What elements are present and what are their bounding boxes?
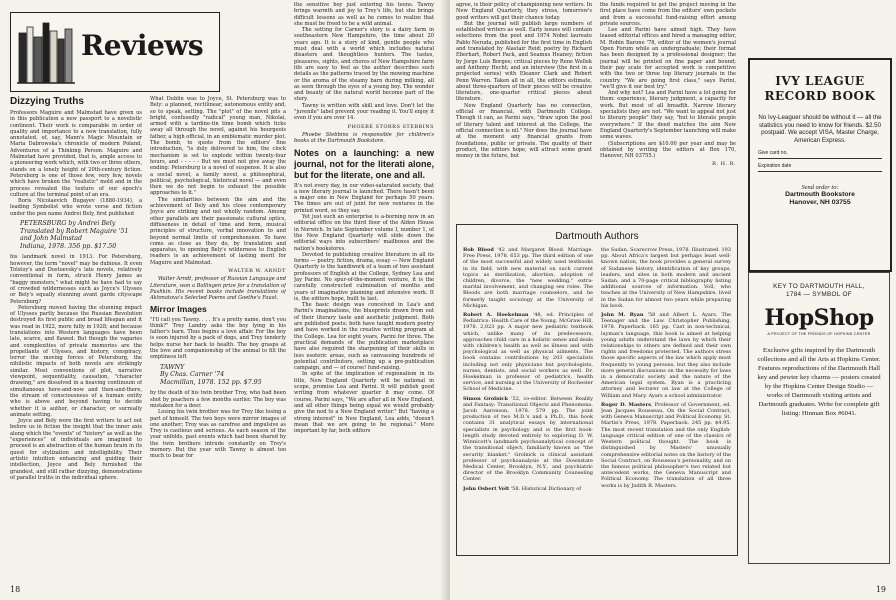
signature: PHOEBE STORRS STEBBINS (347, 123, 434, 130)
ad-title: IVY LEAGUE RECORD BOOK (764, 74, 876, 103)
author-entry (601, 312, 731, 399)
author-name: John M. Ryan (601, 312, 644, 319)
author-name: Robert A. Hoekelman (463, 312, 529, 319)
left-column-2 (150, 96, 286, 586)
hopshop-logo: HopShop (764, 304, 874, 331)
paragraph: Joyce and Bely were the first writers to act out before us in fiction the insight that the inner axis along which the "events" of "history" as well as the "experiences" of individuals are imagined to proceed is an abstraction of the human brain in its quest for stylization and intelligibility. Their artistic intuition enhancing and guiding their intellection, Joyce and Bely furnished the grandest, and still rather dizzying, demonstrations of parallel truths in the individual sphere. (10, 418, 142, 481)
author-entry-text: '58. Historical Dictionary of (510, 485, 582, 492)
ad-body: No Ivy-Leaguer should be without it — all the statistics you need to know for friends. $2.50 postpaid. We accept VISA, Master Charge, American Express. (758, 114, 882, 144)
project-line: A PROJECT OF THE FRIENDS OF HOPKINS CENTER (767, 331, 871, 336)
heading-mirror-images: Mirror Images (150, 303, 207, 314)
heading-notes-on-launching: Notes on a launching: a new journal, not for the literati alone, but for the literate, one and all. (294, 147, 434, 180)
book-translator-line: Translated by Robert Maguire '51 (20, 227, 129, 235)
expiration-date-field: Expiration date (758, 163, 882, 172)
paragraph: the sensitive boy just entering his teens. Tawny brings warmth and joy to Trey's life, but she brings difficult lessons as well as he comes to realize that she must be freed to be a wild animal. (294, 2, 434, 27)
book-translator-line: and John Malmstad (20, 235, 83, 243)
paragraph: Lee and Parini have aimed high. They have leased editorial offices and hired a managing editor, M. Robin Barone '78, editor of the women's journal Open Forum while an undergraduate; their format has been designed by a professional designer; the journal will be printed on fine paper and bound; their pay scale for accepted work is competitive with the two or three top literary journals in the country. "We are going first class," says Parini, "we'll give it our best try." (600, 27, 736, 90)
page-number-left: 18 (10, 585, 21, 594)
paragraph: It's not every day, in our video-saturated society, that a new literary journal is launched. There hasn't been a major one in New England for perhaps 50 years. The times are out of joint for new ventures in the printed word, so they say. (294, 182, 434, 214)
book-citation-petersburg (20, 220, 142, 250)
book-citation-tawny (160, 364, 286, 387)
right-page (450, 0, 896, 600)
card-number-field: Give card no. (758, 150, 882, 159)
author-entry (601, 402, 731, 489)
right-column-1 (456, 2, 592, 217)
signature: R. H. R. (712, 161, 736, 168)
paragraph: agree, is their policy of championing new writers. In New England Quarterly, they stress, tomorrow's good writers will get their chance today. (456, 2, 592, 21)
authors-column-right (601, 247, 731, 547)
left-column-1 (10, 96, 142, 586)
book-author-line: By Chas. Carner '74 (160, 371, 225, 379)
paragraph: But the journal will publish large numbers of established writers as well. Early issues will contain selections from the poet and 1974 Nobel laureate Pablo Neruda, published for the first time in English and translated by Alastair Reid; poetry by Richard Eberhart, Robert Pack, and Seamus Heaney; fiction by Jorge Luis Borges; critical pieces by Rene Wellek and Anthony Hecht; and an interview (the first in a projected series) with Eleanor Clark and Robert Penn Warren. Taken all in all, the editors estimate, about three-quarters of their pieces will be creative literature, one-quarter critical pieces about literature. (456, 20, 592, 103)
author-entry (463, 247, 593, 309)
ad-body: Exclusive gifts inspired by the Dartmouth collections and all the Arts at Hopkins Center. Features reproductions of the Dartmouth Hall key and pewter key charms — posters created by the Hopkins Center Design Studio — works of Dartmouth visiting artists and Dartmouth graduates. Write for complete gift listing: Hinman Box #6041. (757, 346, 881, 417)
paragraph: (Subscriptions are $10.00 per year and may be obtained by writing the editors at Box 170, Hanover, NH 03755.) (600, 140, 736, 160)
books-icon (17, 19, 75, 85)
address-line: Dartmouth Bookstore (785, 191, 855, 199)
signature: WALTER W. ARNDT (228, 268, 286, 275)
author-name: Roger D. Masters (601, 401, 651, 408)
heading-dizzying-truths: Dizzying Truths (10, 96, 84, 107)
author-entry (463, 486, 593, 492)
author-name: Simon Grolnick (463, 395, 509, 402)
section-title: Reviews (81, 29, 204, 62)
paragraph: The setting for Carner's story is a dairy farm in southeastern New Hampshire, the time about 20 years ago. It is a story of kind, gentle people who must deal with a world which includes natural disasters and thoughtless hunters. The tastes, pleasures, sights, and chores of New Hampshire farm life are easy to feel as the author describes such details as the patterns traced by the mowing machine or the aroma of the steamy barn during milking, all as seen through the eyes of a young boy. The wonder and beauty of the natural world become part of the story. (294, 27, 434, 103)
paragraph: New England Quarterly has no connection, official or financial, with Dartmouth College. Though it can, as Parini says, "draw upon the pool of literary talent and interest at the College, the official connection is nil." Nor does the journal have at the moment any financial grants from foundations, public or private. The quality of their product, the editors hope, will attract some grant money in the future, but (456, 102, 592, 160)
paragraph: Losing his twin brother was for Trey like losing a part of himself. The two boys were mirror images of one another; Troy was as carefree and impulsive as Trey is cautious and serious. As each season of the year unfolds, past events which had been shared by the twin brothers intrude constantly on Trey's memory. But the year with Tawny is almost too much to bear for (150, 409, 286, 460)
author-entry-text: '42 and Margaret Blood. Marriage. Free Press, 1978. 653 pp. The third edition of one of the most successful and widely used textbooks in its field, with new material on such current topics as sterilization, abortion, adoption of children, divorce, the "new wedding," extra-marital involvement, and changing sex roles. The Bloods are both marriage counselors, and he formerly taught sociology at the University of Michigan. (463, 247, 593, 309)
paragraph: Tawny is written with skill and love. Don't let the "juvenile" label prevent your reading it. You'll enjoy it even if you are over 14. (294, 102, 434, 122)
left-page (0, 0, 446, 600)
right-column-2 (600, 2, 736, 217)
address-line: Hanover, NH 03755 (789, 199, 851, 207)
author-entry-text: '58 and Albert L. Ayars. The Teenager and the Law. Christopher Publishing, 1978. Paperback. 165 pp. Cast in non-technical, layman's language, this book is aimed at helping young adults understand the laws by which their relationships to others are defined and their own rights and freedoms protected. The authors stress those specific aspects of the law which apply most frequently to young persons, but they also include more general discussions on the necessity for laws in a democratic society and the nature of the American legal system. Ryan is a practicing attorney and lecturer on law at the College of William and Mary. Ayars a school administrator. (601, 312, 731, 399)
paragraph: by the death of his twin brother Troy, who had been shot by poachers a few months earlier. The boy was mistaken for a deer. (150, 390, 286, 409)
paragraph: In spite of the implication of regionalism in its title, New England Quarterly will be national in scope, promise Lea and Parini. It will publish good writing from whatever quarter it may come. Of course, Parini says, "We are after all in New England, and all other things being equal we would probably give the nod to a New England writer." But "having a strong interest" in New England, Lea adds, "doesn't mean that we are going to be regional." More important by far, both editors (294, 371, 434, 435)
paragraph: Petersburg moved having the stunning impact of Ulysses partly because the Russian Revolution destroyed its first public and broad lifespan and it was read in 1922, more fully in 1928; and because translations into Western languages have been late, scarce, and flawed. But though the vagaries and complexities of private memories are the propellants of Ulysses, and history, conspiracy, terror the moving forces of Petersburg, the nihilistic impacts of both novels are strikingly similar. Most conventions of plot, narrative viewpoint, sequentiality, causation, "character drawing," are dissolved in a heaving continuum of simultaneous here-and-now and then-and-there, the stream of consciousness of a human entity who is above and beyond having to decide whether it is author, or character, or surreally animate setting. (10, 304, 142, 418)
author-bio: Phoebe Stebbins is responsible for children's books at the Dartmouth Bookstore. (294, 131, 434, 145)
paragraph: his landmark novel in 1913. For Petersburg, however, the term "novel" may be dubious. It even Tolstoy's and Dostoevsky's late novels, relatively conventional in form, struck Henry James as "baggy monsters," what might he have had to say of crowded wildernesses such as Joyce's Ulysses or Bely's equally stunning avant garde cityscape Petersburg? (10, 254, 142, 305)
paragraph: Yet just such an enterprise is a-borning now in an editorial office on the third floor of the Alden House in Norwich. In late September volume I, number 1, of the New England Quarterly will slide down the editorial ways into subscribers' mailboxes and the nation's bookstores. (294, 214, 434, 252)
author-entry (463, 396, 593, 483)
paragraph: The basic design was conceived in Lea's and Parini's imaginations, the blueprints drawn from out of their literary taste and aesthetic judgment. Both are published poets; both have taught modern poetry and have worked in the creative writing program at the College. Lea for eight years, Parini for three. The practical demands of the publication marketplace have also required the sharpening of their skills in less esoteric areas, such as canvassing hundreds of potential contributors, setting up a pre-publication campaign, and — of course! fund-raising. (294, 302, 434, 372)
author-entry-text: , Professor of Government, ed. Jean Jacques Rousseau, On the Social Contract, with Geneva Manuscript and Political Economy. St. Martin's Press, 1978. Paperback. 245 pp. $4.95. The most recent translation and the only English-language critical edition of one of the classics of Western political thought. The book is distinguished by Masters' unusually comprehensive editorial notes on the history of the Social Contract, on Rousseau's personality, and on the famous political philosopher's two related but antecedent works, the Geneva Manuscript and Political Economy. The translation of all three works is by Judith R. Masters. (601, 401, 731, 489)
paragraph: The similarities between the aim and the achievement of Bely and his close contemporary Joyce are striking and not wholly random. Among other parallels are their passionate cultural optics, diffuseness in detail of time and form, musical principles of structure, verbal innovation to and beyond normal limits of comprehension. To have come as close as they do, by translation and apparatus, to opening Bely's wilderness to English readers is an achievement of lasting merit for Maguire and Malmstad. (150, 196, 286, 266)
author-entry-text: '48, ed. Principles of Pediatrics: Health Care of the Young. McGraw-Hill, 1978. 2,023 pp. A major new pediatric textbook which, unlike many of its predecessors, approaches child care in a holistic sense and deals with children's health as well as illness and with psychological as well as physical ailments. The book contains contributions by 203 specialists including not only physicians but psychologists, nurses, dentists, and social workers as well. Dr. Hoekelman is professor of pediatrics, health service, and nursing at the University of Rochester School of Medicine. (463, 312, 593, 393)
paragraph: Professors Maguire and Malmstad have given us in this publication a new passport to a novelistic continent. Their work is comparable in order of quality and importance to a new translation, fully annotated, of, say, Mann's Magic Mountain or Maria Dabrowska's chronicle of modern Poland, Adventures of a Thinking Person. Maguire and Malmstad have provided, that is, ample access to a pioneering work which, with two or three others, stands on a lonely height of 20th-century fiction. Petersburg is one of those few, very few, novels which have broken the "realistic" mold and in the process revealed the texture of our epoch's culture at the terminal point of an era. (10, 110, 142, 198)
author-name: Bob Blood (463, 247, 494, 253)
author-bio: Walter Arndt, professor of Russian Language and Literature, won a Bollingen prize for a translation of Pushkin. His recent books include translations of Akhmatova's Selected Poems and Goethe's Faust. (150, 276, 286, 302)
hopshop-ad (748, 272, 890, 564)
paragraph: the funds required to get the project moving in the first place have come from the editors' own pockets and from a successful fund-raising effort among private sources. (600, 2, 736, 27)
key-line: KEY TO DARTMOUTH HALL, (773, 283, 865, 290)
book-publisher-line: Indiana, 1978. 356 pp. $17.50 (20, 242, 117, 250)
page-number-right: 19 (875, 585, 886, 594)
authors-column-left (463, 247, 593, 547)
send-order-label: Send order to: (801, 184, 839, 192)
paragraph: And why not? Lea and Parini have a lot going for them: experience, literary judgment, a capacity for work. But most of all breadth. Narrow literary specialists they are not. "We want to appeal not just to literary people" they say, "but to literate people everywhere." If the deed matches the aim New England Quarterly's September launching will make some waves. (600, 90, 736, 141)
book-title-line: TAWNY (160, 363, 185, 371)
book-title-line: PETERSBURG by Andrei Bely (20, 220, 116, 228)
paragraph: "I'll call you Tawny. . . . It's a pretty name, don't you think?" Trey Landry asks the boy lying in his father's barn. Thus begins a love affair. For the boy is soon injured by a pack of dogs, and Trey tenderly helps nurse her back to health. The boy grasps at the love and companionship of the animal to fill the emptiness left (150, 316, 286, 361)
author-entry-text: '52, co-editor. Between Reality and Fantasy: Transitional Objects and Phenomena. Jacob Aaronson, 1978. 579 pp. The joint production of two M.D.'s and a Ph.D., this book contains 31 analytical essays by international specialists in psychology and is the first book-length study devoted entirely to exploring D. W. Winnicott's landmark psychoanalytical concept of the transitional object, familiarly known as "the security blanket." Grolnick is clinical assistant professor of psychoanalysis at the Downstate Medical Center, Brooklyn, N.Y., and psychiatric director of the Brooklyn Community Counseling Center. (463, 395, 593, 483)
author-name: John Osbert Volt (463, 485, 510, 492)
paragraph: Boris Nicolaevich Bugayev (1880-1934), a leading Symbolist who wrote verse and fiction under the pen name Andrei Bely, first published (10, 198, 142, 217)
reviews-banner (10, 12, 220, 92)
dartmouth-authors-box (456, 224, 738, 556)
left-column-3 (294, 2, 434, 587)
paragraph: Devoted to publishing creative literature in all its forms — poetry, fiction, drama, essay — New England Quarterly is the handiwork of a team of two assistant professors of English at the College, Sydney Lea and Jay Parini. No spur-of-the-moment venture, it is the carefully constructed culmination of months and years of imaginative planning and intensive work. It is, the editors hope, built to last. (294, 251, 434, 302)
authors-title: Dartmouth Authors (555, 231, 639, 242)
author-entry (463, 312, 593, 393)
paragraph: What Dublin was to Joyce, St. Petersburg was to Bely: a planned, rectilinear, autonomous entity and, so to speak, setting. The "plot" of the novel pits a bright, confusedly "radical" young man, Nikolai, armed with a tardine-tin time bomb which ticks away all through the novel, against his bourgeois father, a high official, in an emblematic murder plot. The bomb, to quote from the editors' fine introduction, "is duly delivered to him, the clock mechanism is set to explode within twenty-four hours, and - - - - - But we must not give away the ending: Petersburg is a novel of suspense. It is also a social novel, a family novel, a philosophical, political, psychological, historical novel — and even then we do not begin to exhaust the possible approaches to it." (150, 96, 286, 197)
book-publisher-line: Macmillan, 1978. 152 pp. $7.95 (160, 378, 262, 386)
ivy-league-record-book-ad (748, 58, 892, 272)
author-entry-text: the Sudan. Scarecrow Press, 1978. Illustrated. 193 pp. About Africa's largest but perhaps least well-known nation, the book provides a general survey of Sudanese history, identification of key groups, leaders, and sites in both modern and ancient Sudan, and a 70-page critical bibliography listing additional sources of information. Voll, who teaches at the University of New Hampshire, lived in the Sudan for almost two years while preparing his book. (601, 247, 731, 309)
key-line: 1784 — SYMBOL OF (785, 290, 852, 298)
author-entry (601, 247, 731, 309)
